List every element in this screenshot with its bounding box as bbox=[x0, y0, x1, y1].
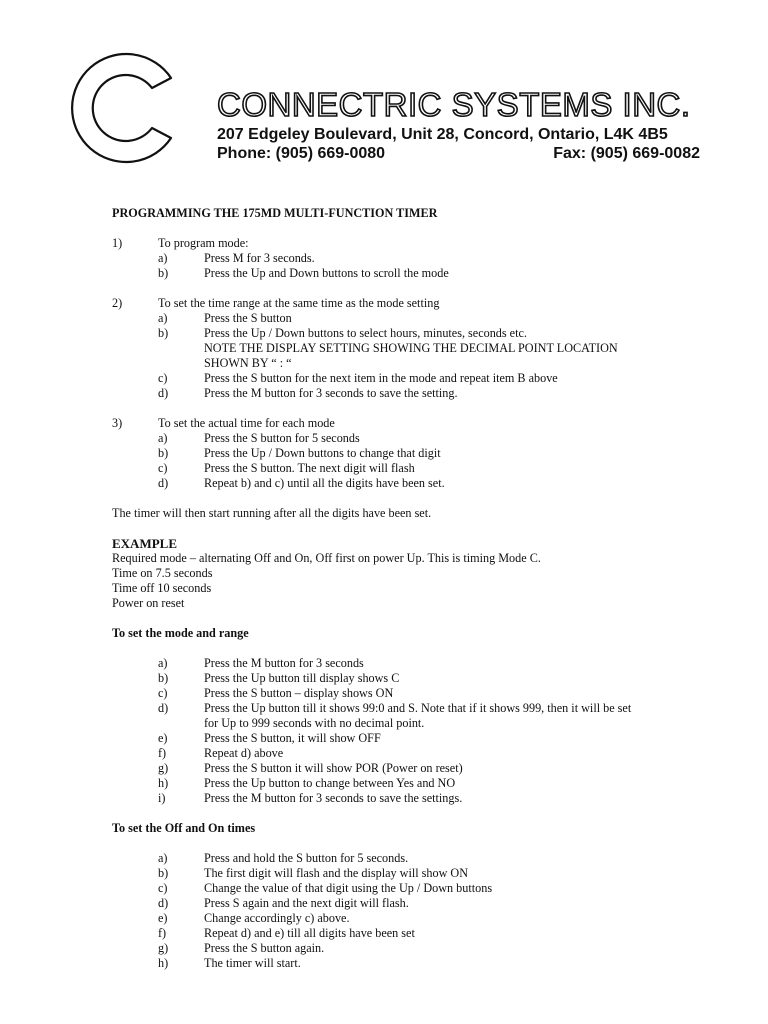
item-text: Press the Up / Down buttons to select hours, minutes, seconds etc. bbox=[204, 326, 527, 340]
step-1 bbox=[112, 236, 672, 281]
item-letter: d) bbox=[158, 386, 169, 400]
item-letter: c) bbox=[158, 881, 168, 895]
item-letter: b) bbox=[158, 671, 169, 685]
company-address: 207 Edgeley Boulevard, Unit 28, Concord, Ontario, L4K 4B5 bbox=[217, 126, 668, 143]
item-text: Press the S button. The next digit will flash bbox=[204, 461, 415, 475]
item-text: The timer will start. bbox=[204, 956, 301, 970]
item-text: Repeat d) and e) till all digits have been set bbox=[204, 926, 415, 940]
document-title: PROGRAMMING THE 175MD MULTI-FUNCTION TIMER bbox=[112, 206, 438, 220]
item-letter: a) bbox=[158, 311, 168, 325]
item-text: Press the Up / Down buttons to change that digit bbox=[204, 446, 441, 460]
item-text: Press the S button – display shows ON bbox=[204, 686, 394, 700]
item-text: Press and hold the S button for 5 seconds. bbox=[204, 851, 409, 865]
example-line: Time off 10 seconds bbox=[112, 581, 212, 595]
item-letter: b) bbox=[158, 446, 169, 460]
item-text: The first digit will flash and the display will show ON bbox=[204, 866, 469, 880]
item-letter: f) bbox=[158, 926, 167, 940]
mode-range-list bbox=[112, 656, 672, 806]
item-letter: c) bbox=[158, 686, 168, 700]
item-letter: h) bbox=[158, 776, 169, 790]
off-on-heading: To set the Off and On times bbox=[112, 821, 256, 835]
item-letter: d) bbox=[158, 896, 169, 910]
phone-number: Phone: (905) 669-0080 bbox=[217, 145, 386, 162]
item-letter: d) bbox=[158, 701, 169, 715]
item-letter: b) bbox=[158, 866, 169, 880]
item-text: Change the value of that digit using the Up / Down buttons bbox=[204, 881, 493, 895]
step-text: To program mode: bbox=[158, 236, 249, 250]
item-text: Press the S button for 5 seconds bbox=[204, 431, 360, 445]
step-text: To set the time range at the same time as the mode setting bbox=[158, 296, 440, 310]
item-text: Press the M button for 3 seconds bbox=[204, 656, 364, 670]
item-text: Change accordingly c) above. bbox=[204, 911, 350, 925]
example-line: Time on 7.5 seconds bbox=[112, 566, 213, 580]
running-note: The timer will then start running after all the digits have been set. bbox=[112, 506, 432, 520]
item-letter: a) bbox=[158, 851, 168, 865]
item-letter bbox=[158, 341, 204, 356]
item-note: NOTE THE DISPLAY SETTING SHOWING THE DECIMAL POINT LOCATION bbox=[204, 341, 618, 355]
example-heading: EXAMPLE bbox=[112, 536, 177, 551]
step-3 bbox=[112, 416, 672, 491]
fax-number: Fax: (905) 669-0082 bbox=[553, 145, 700, 162]
item-letter: a) bbox=[158, 656, 168, 670]
item-letter: b) bbox=[158, 326, 169, 340]
item-text: Press the M button for 3 seconds to save the setting. bbox=[204, 386, 458, 400]
item-letter bbox=[158, 356, 204, 371]
mode-range-heading: To set the mode and range bbox=[112, 626, 249, 640]
item-letter: h) bbox=[158, 956, 169, 970]
item-letter: a) bbox=[158, 431, 168, 445]
step-number: 3) bbox=[112, 416, 123, 430]
step-number: 2) bbox=[112, 296, 123, 310]
item-letter: b) bbox=[158, 266, 169, 280]
item-text: Repeat d) above bbox=[204, 746, 284, 760]
item-text: Press the S button for the next item in the mode and repeat item B above bbox=[204, 371, 558, 385]
example-line: Power on reset bbox=[112, 596, 185, 610]
item-letter: e) bbox=[158, 731, 168, 745]
company-logo bbox=[58, 48, 182, 168]
item-letter: c) bbox=[158, 461, 168, 475]
contact-row bbox=[217, 145, 700, 163]
company-name: CONNECTRIC SYSTEMS INC. bbox=[217, 86, 691, 123]
item-text: Press M for 3 seconds. bbox=[204, 251, 315, 265]
item-letter: i) bbox=[158, 791, 166, 805]
item-text: Press the S button it will show POR (Power on reset) bbox=[204, 761, 463, 775]
item-letter: d) bbox=[158, 476, 169, 490]
item-text: for Up to 999 seconds with no decimal point. bbox=[204, 716, 425, 730]
item-text: Press the M button for 3 seconds to save the settings. bbox=[204, 791, 463, 805]
item-letter: g) bbox=[158, 761, 169, 775]
off-on-list bbox=[112, 851, 672, 971]
step-text: To set the actual time for each mode bbox=[158, 416, 335, 430]
item-letter: c) bbox=[158, 371, 168, 385]
example-line: Required mode – alternating Off and On, Off first on power Up. This is timing Mode C. bbox=[112, 551, 541, 565]
item-letter: g) bbox=[158, 941, 169, 955]
item-note: SHOWN BY “ : “ bbox=[204, 356, 292, 370]
item-letter: f) bbox=[158, 746, 167, 760]
item-text: Press the Up and Down buttons to scroll the mode bbox=[204, 266, 449, 280]
item-letter: a) bbox=[158, 251, 168, 265]
item-letter bbox=[158, 716, 204, 731]
item-text: Press the Up button to change between Yes and NO bbox=[204, 776, 456, 790]
item-text: Press the S button again. bbox=[204, 941, 325, 955]
item-text: Press the Up button till it shows 99:0 and S. Note that if it shows 999, then it will be set bbox=[204, 701, 632, 715]
document-body bbox=[112, 206, 672, 971]
item-text: Press the Up button till display shows C bbox=[204, 671, 400, 685]
step-number: 1) bbox=[112, 236, 123, 250]
item-text: Repeat b) and c) until all the digits have been set. bbox=[204, 476, 445, 490]
step-2 bbox=[112, 296, 672, 401]
item-letter: e) bbox=[158, 911, 168, 925]
item-text: Press the S button bbox=[204, 311, 292, 325]
item-text: Press the S button, it will show OFF bbox=[204, 731, 381, 745]
item-text: Press S again and the next digit will flash. bbox=[204, 896, 409, 910]
